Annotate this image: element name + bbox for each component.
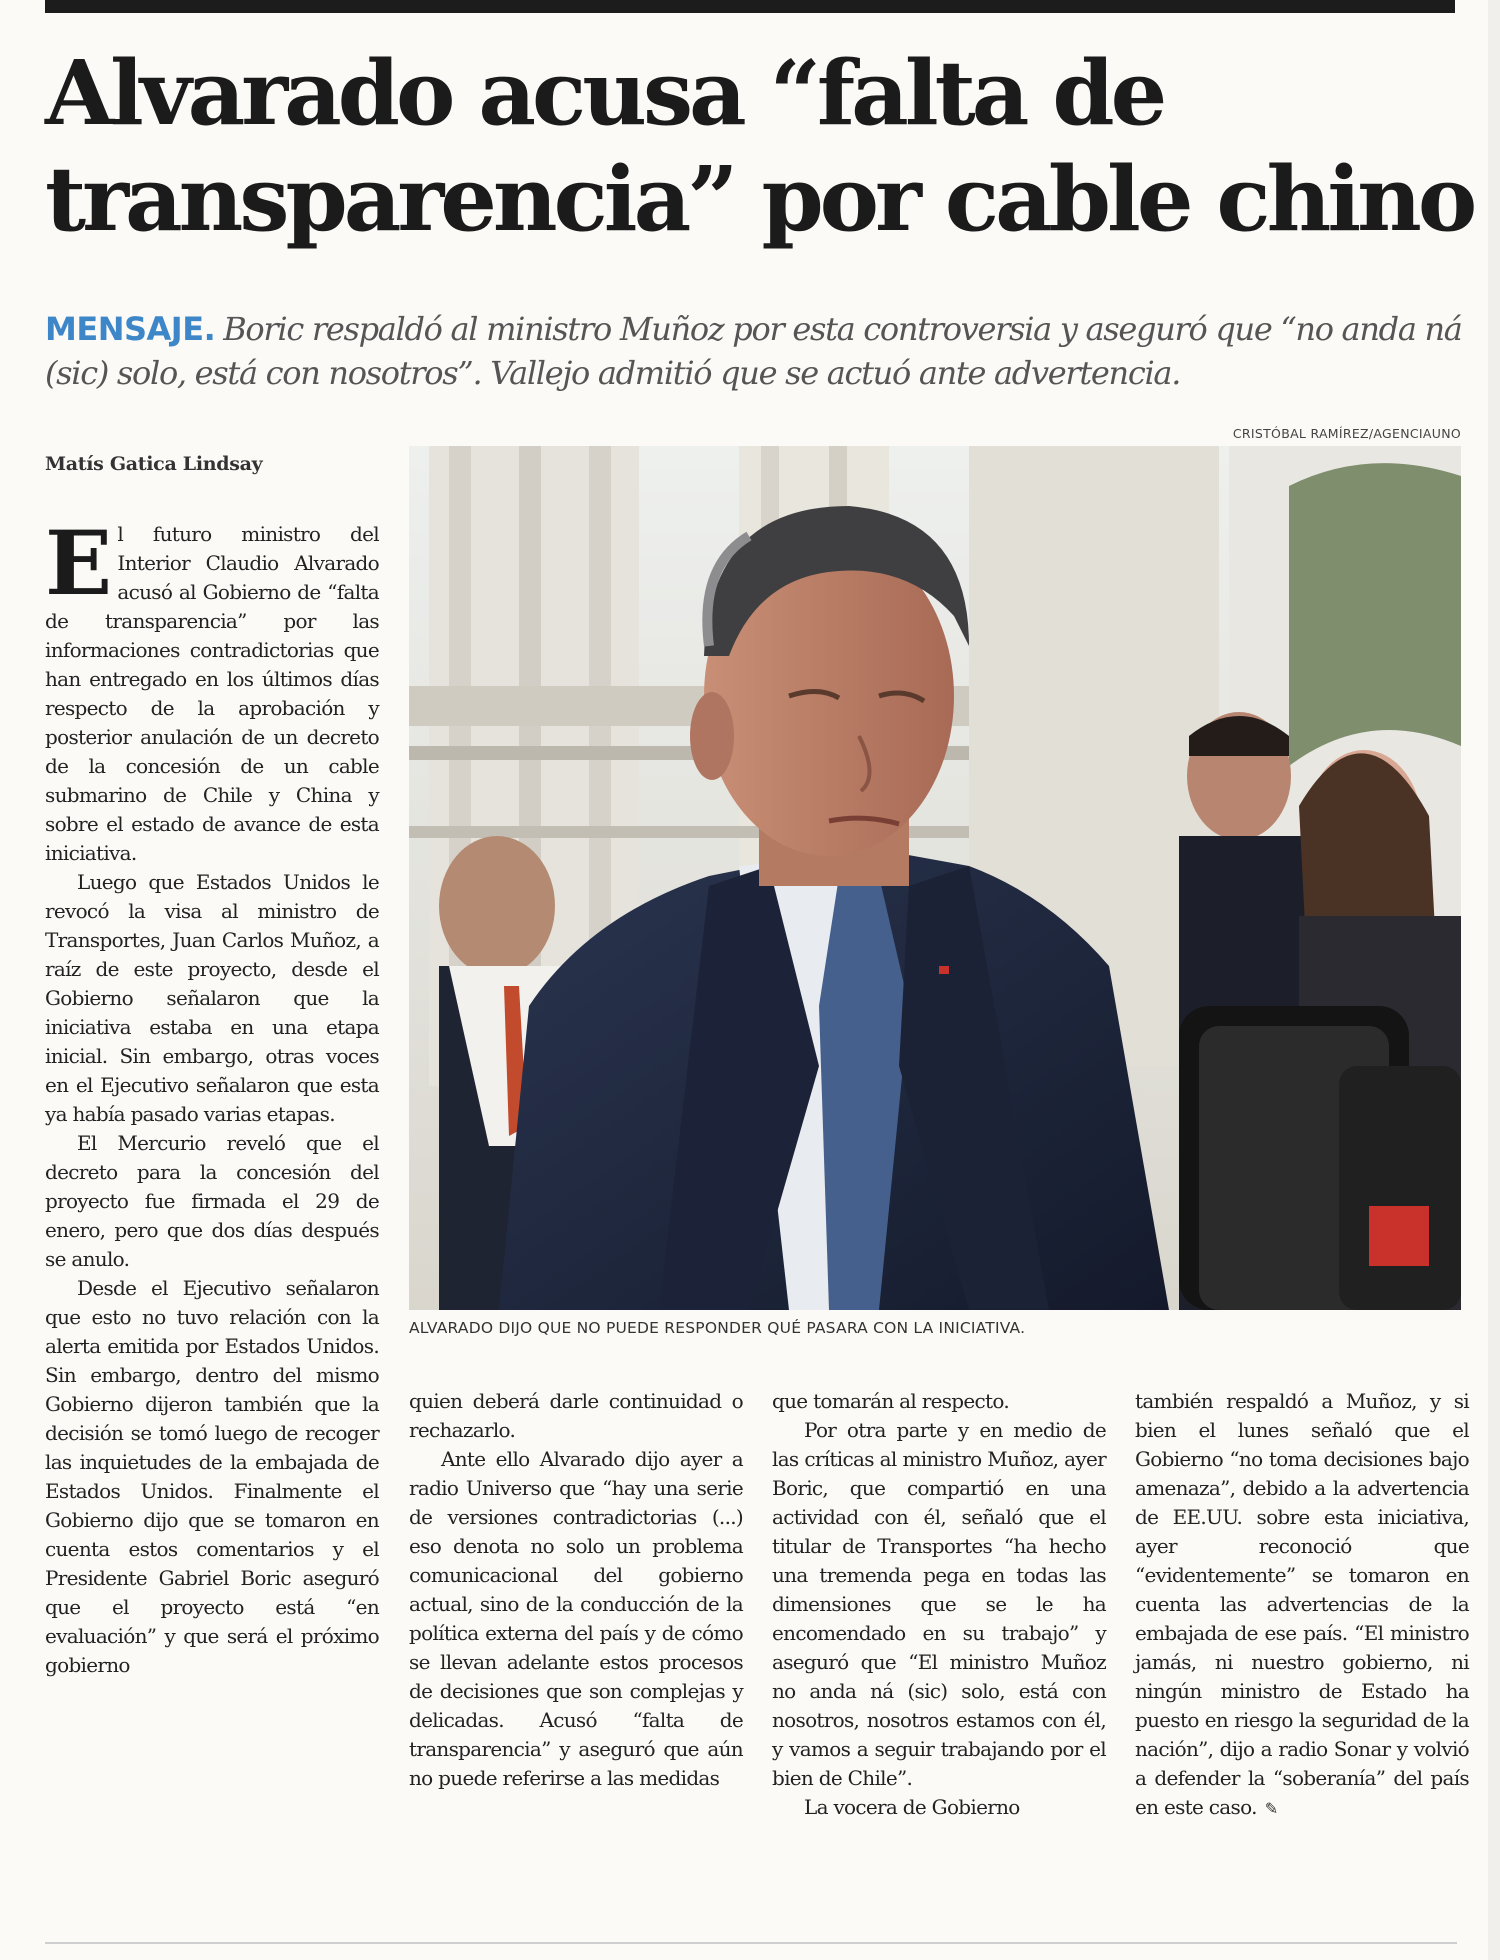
deck (45, 307, 1465, 395)
byline: Matís Gatica Lindsay (45, 453, 263, 475)
paragraph: quien deberá darle continuidad o rechazarlo. (409, 1389, 743, 1442)
news-photo (409, 446, 1461, 1310)
body-column-4 (1135, 1387, 1469, 1823)
deck-kicker: MENSAJE. (45, 310, 216, 348)
news-photo-illustration (409, 446, 1461, 1310)
body-column-3 (772, 1387, 1106, 1822)
headline (45, 40, 1474, 252)
dropcap: E (45, 511, 112, 615)
paragraph (45, 511, 379, 868)
headline-line-2: transparencia” por cable chino (45, 146, 1474, 251)
photo-caption: ALVARADO DIJO QUE NO PUEDE RESPONDER QUÉ PASARA CON LA INICIATIVA. (409, 1319, 1026, 1337)
next-page-edge (1488, 0, 1500, 1960)
paragraph-text: también respaldó a Muñoz, y si bien el lunes señaló que el Gobierno “no toma decisiones bajo amenaza”, debido a la advertencia de EE.UU. sobre esta iniciativa, ayer reconoció que “evidentemente” se tomaron en cuenta las advertencias de la embajada de ese país. “El ministro jamás, ni nuestro gobierno, ni ningún ministro de Estado ha puesto en riesgo la seguridad de la nación”, dijo a radio Sonar y volvió a defender la “soberanía” del país en este caso. (1135, 1389, 1469, 1819)
headline-line-1: Alvarado acusa “falta de (45, 40, 1164, 145)
bottom-rule (45, 1942, 1457, 1944)
end-mark-icon: ✎ (1264, 1799, 1278, 1818)
paragraph: Desde el Ejecutivo señalaron que esto no tuvo relación con la alerta emitida por Estados Unidos. Sin embargo, dentro del mismo Gobierno dijeron también que la decisión se tomó luego de recoger las inquietudes de la embajada de Estados Unidos. Finalmente el Gobierno dijo que se tomaron en cuenta estos comentarios y el Presidente Gabriel Boric aseguró que el proyecto está “en evaluación” y que será el próximo gobierno (45, 1276, 379, 1677)
paragraph-text: l futuro ministro del Interior Claudio Alvarado acusó al Gobierno de “falta de transparencia” por las informaciones contradictorias que han entregado en los últimos días respecto de la aprobación y posterior anulación de un decreto de la concesión de un cable submarino de Chile y China y sobre el estado de avance de esta iniciativa. (45, 522, 379, 865)
paragraph: El Mercurio reveló que el decreto para la concesión del proyecto fue firmada el 29 de enero, pero que dos días después se anulo. (45, 1131, 379, 1271)
photo-credit: CRISTÓBAL RAMÍREZ/AGENCIAUNO (1232, 426, 1461, 441)
body-column-1 (45, 511, 379, 1680)
paragraph: Por otra parte y en medio de las críticas al ministro Muñoz, ayer Boric, que compartió en una actividad con él, señaló que el titular de Transportes “ha hecho una tremenda pega en todas las dimensiones que se le ha encomendado en su trabajo” y aseguró que “El ministro Muñoz no anda ná (sic) solo, está con nosotros, nosotros estamos con él, y vamos a seguir trabajando por el bien de Chile”. (772, 1418, 1106, 1790)
deck-text: Boric respaldó al ministro Muñoz por esta controversia y aseguró que “no anda ná (sic) solo, está con nosotros”. Vallejo admitió que se actuó ante advertencia. (45, 310, 1462, 392)
paragraph: La vocera de Gobierno (804, 1795, 1020, 1819)
paragraph (1135, 1387, 1469, 1823)
top-rule (45, 0, 1455, 13)
paragraph: que tomarán al respecto. (772, 1389, 1010, 1413)
paragraph: Luego que Estados Unidos le revocó la visa al ministro de Transportes, Juan Carlos Muñoz, a raíz de este proyecto, desde el Gobierno señalaron que la iniciativa estaba en una etapa inicial. Sin embargo, otras voces en el Ejecutivo señalaron que esta ya había pasado varias etapas. (45, 870, 379, 1126)
paragraph: Ante ello Alvarado dijo ayer a radio Universo que “hay una serie de versiones contradictorias (...) eso denota no solo un problema comunicacional del gobierno actual, sino de la conducción de la política externa del país y de cómo se llevan adelante estos procesos de decisiones que son complejas y delicadas. Acusó “falta de transparencia” y aseguró que aún no puede referirse a las medidas (409, 1447, 743, 1790)
body-column-2 (409, 1387, 743, 1793)
